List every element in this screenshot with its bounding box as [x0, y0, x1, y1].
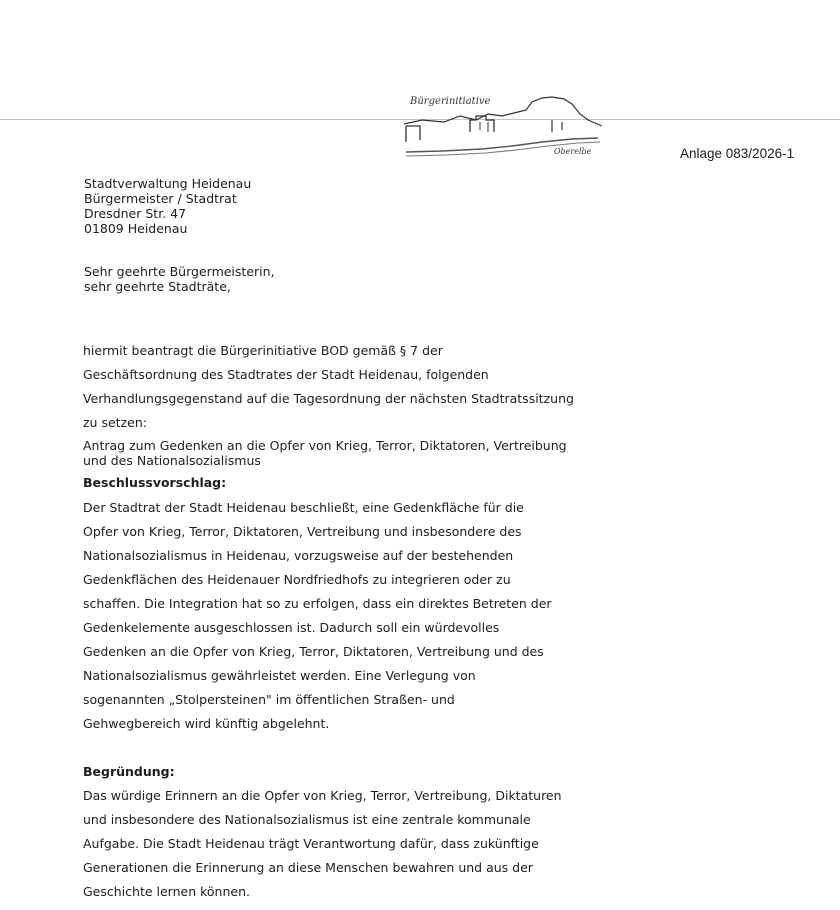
salutation-line: Sehr geehrte Bürgermeisterin, — [84, 264, 275, 279]
logo-text-top: Bürgerinitiative — [410, 96, 491, 107]
intro-line: zu setzen: — [83, 415, 147, 430]
begruendung-line: Aufgabe. Die Stadt Heidenau trägt Verantwortung dafür, dass zukünftige — [83, 836, 539, 851]
begruendung-line: und insbesondere des Nationalsozialismus ist eine zentrale kommunale — [83, 812, 531, 827]
beschluss-line: Gehwegbereich wird künftig abgelehnt. — [83, 716, 330, 731]
logo-text-bottom: Oberelbe — [554, 147, 592, 156]
recipient-address — [84, 176, 251, 236]
buergerinitiative-logo — [402, 92, 608, 162]
recipient-line: 01809 Heidenau — [84, 221, 188, 236]
beschluss-line: Opfer von Krieg, Terror, Diktatoren, Vertreibung und insbesondere des — [83, 524, 522, 539]
antrag-title-line: Antrag zum Gedenken an die Opfer von Krieg, Terror, Diktatoren, Vertreibung — [83, 438, 567, 453]
recipient-line: Bürgermeister / Stadtrat — [84, 191, 237, 206]
recipient-line: Dresdner Str. 47 — [84, 206, 187, 221]
intro-line: Geschäftsordnung des Stadtrates der Stadt Heidenau, folgenden — [83, 367, 489, 382]
salutation-line: sehr geehrte Stadträte, — [84, 279, 231, 294]
beschluss-line: Gedenkflächen des Heidenauer Nordfriedhofs zu integrieren oder zu — [83, 572, 511, 587]
beschluss-line: Nationalsozialismus in Heidenau, vorzugsweise auf der bestehenden — [83, 548, 514, 563]
beschluss-heading: Beschlussvorschlag: — [83, 475, 227, 490]
beschluss-line: Gedenkelemente ausgeschlossen ist. Dadurch soll ein würdevolles — [83, 620, 500, 635]
beschluss-line: schaffen. Die Integration hat so zu erfolgen, dass ein direktes Betreten der — [83, 596, 552, 611]
beschluss-line: Der Stadtrat der Stadt Heidenau beschließt, eine Gedenkfläche für die — [83, 500, 524, 515]
salutation — [84, 264, 275, 294]
attachment-reference: Anlage 083/2026-1 — [680, 146, 795, 161]
begruendung-line: Geschichte lernen können. — [83, 884, 250, 899]
beschluss-line: Gedenken an die Opfer von Krieg, Terror, Diktatoren, Vertreibung und des — [83, 644, 544, 659]
beschluss-line: sogenannten „Stolpersteinen" im öffentlichen Straßen- und — [83, 692, 455, 707]
intro-line: hiermit beantragt die Bürgerinitiative BOD gemäß § 7 der — [83, 343, 443, 358]
recipient-line: Stadtverwaltung Heidenau — [84, 176, 252, 191]
begruendung-line: Generationen die Erinnerung an diese Menschen bewahren und aus der — [83, 860, 533, 875]
begruendung-line: Das würdige Erinnern an die Opfer von Krieg, Terror, Vertreibung, Diktaturen — [83, 788, 562, 803]
logo-drawing — [402, 92, 608, 162]
beschluss-line: Nationalsozialismus gewährleistet werden. Eine Verlegung von — [83, 668, 476, 683]
intro-line: Verhandlungsgegenstand auf die Tagesordnung der nächsten Stadtratssitzung — [83, 391, 574, 406]
begruendung-heading: Begründung: — [83, 764, 175, 779]
antrag-title-line: und des Nationalsozialismus — [83, 453, 261, 468]
